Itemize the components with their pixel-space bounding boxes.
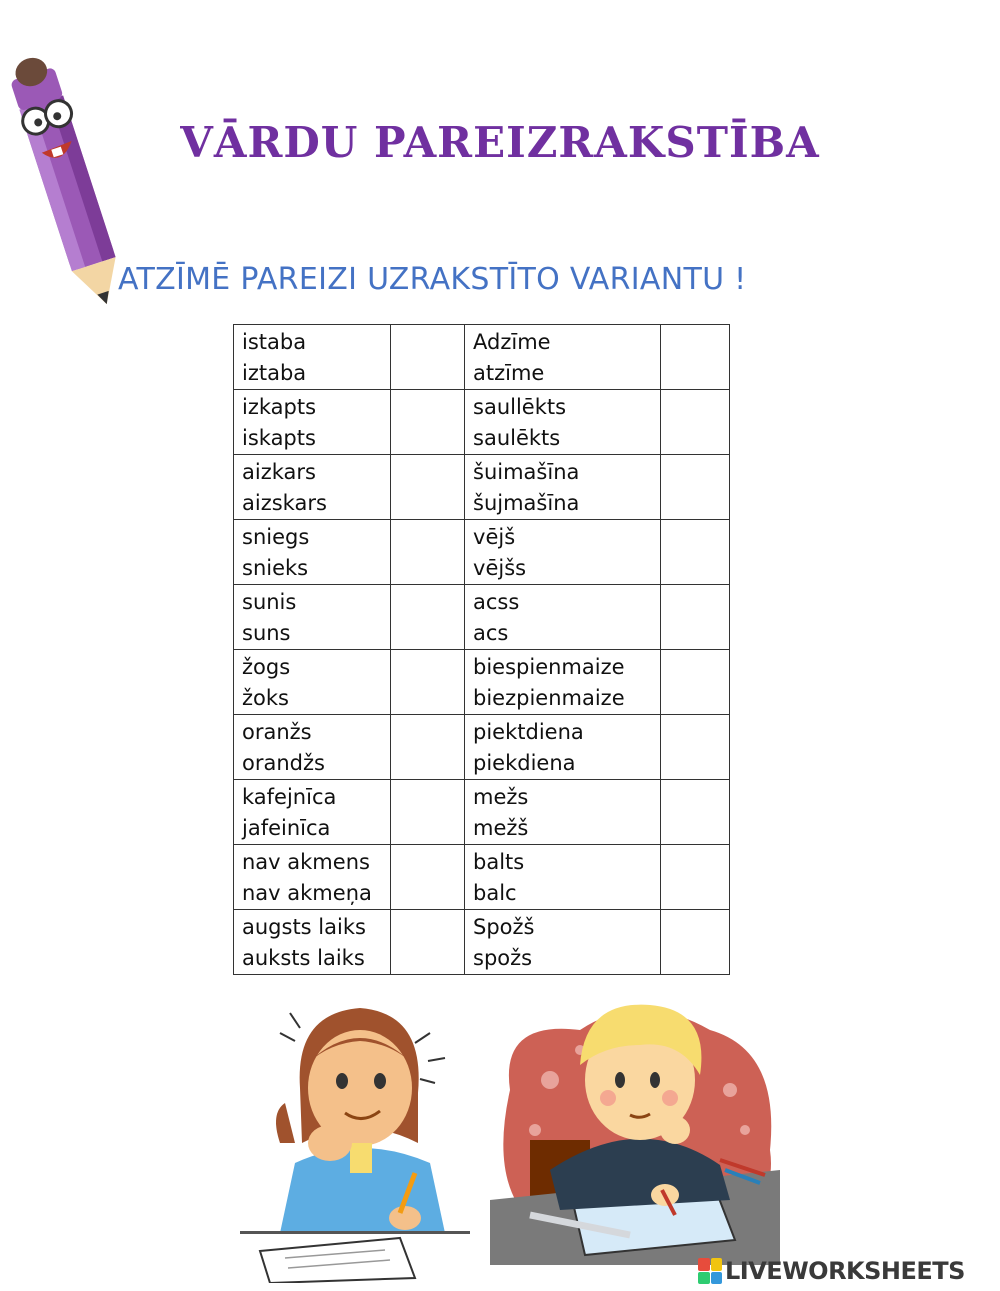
word-option: Adzīme	[473, 330, 551, 354]
word-option: balc	[473, 881, 517, 905]
word-option: biezpienmaize	[473, 686, 625, 710]
page-title	[0, 118, 1000, 167]
page-title-text: VĀRDU PAREIZRAKSTĪBA	[180, 118, 820, 167]
word-option: žoks	[242, 686, 289, 710]
answer-checkbox-cell[interactable]	[391, 325, 465, 390]
table-row	[234, 910, 730, 975]
table-row	[234, 585, 730, 650]
word-option: mežs	[473, 785, 529, 809]
word-option: aizskars	[242, 491, 327, 515]
word-option: piektdiena	[473, 720, 584, 744]
word-option-cell	[234, 520, 391, 585]
word-option-cell	[465, 325, 661, 390]
word-option: atzīme	[473, 361, 545, 385]
word-option: mežš	[473, 816, 529, 840]
table-row	[234, 845, 730, 910]
word-option-cell	[465, 390, 661, 455]
word-option: balts	[473, 850, 525, 874]
word-option-cell	[465, 455, 661, 520]
word-option: oranžs	[242, 720, 312, 744]
table-row	[234, 780, 730, 845]
word-option-cell	[465, 910, 661, 975]
word-option-cell	[465, 845, 661, 910]
word-option: augsts laiks	[242, 915, 366, 939]
brand-logo-icon	[698, 1258, 722, 1284]
word-option: suns	[242, 621, 291, 645]
word-option: spožs	[473, 946, 533, 970]
answer-checkbox-cell[interactable]	[660, 585, 729, 650]
answer-checkbox-cell[interactable]	[660, 390, 729, 455]
answer-checkbox-cell[interactable]	[391, 650, 465, 715]
answer-checkbox-cell[interactable]	[391, 845, 465, 910]
answer-checkbox-cell[interactable]	[391, 780, 465, 845]
answer-checkbox-cell[interactable]	[660, 910, 729, 975]
answer-checkbox-cell[interactable]	[660, 325, 729, 390]
thinking-boy-icon	[490, 990, 780, 1265]
word-option-cell	[234, 650, 391, 715]
instruction-text: ATZĪMĒ PAREIZI UZRAKSTĪTO VARIANTU !	[118, 262, 747, 297]
word-option-cell	[234, 585, 391, 650]
word-table	[233, 324, 730, 975]
answer-checkbox-cell[interactable]	[391, 520, 465, 585]
word-option-cell	[465, 715, 661, 780]
answer-checkbox-cell[interactable]	[391, 585, 465, 650]
brand-name: LIVEWORKSHEETS	[725, 1257, 965, 1285]
answer-checkbox-cell[interactable]	[660, 845, 729, 910]
liveworksheets-logo	[698, 1255, 965, 1287]
word-option: nav akmens	[242, 850, 370, 874]
answer-checkbox-cell[interactable]	[391, 910, 465, 975]
word-option: sunis	[242, 590, 297, 614]
word-option: šuimašīna	[473, 460, 580, 484]
answer-checkbox-cell[interactable]	[660, 715, 729, 780]
table-row	[234, 455, 730, 520]
word-option: biespienmaize	[473, 655, 625, 679]
word-option-cell	[234, 845, 391, 910]
word-option: šujmašīna	[473, 491, 580, 515]
word-option: vējš	[473, 525, 516, 549]
word-option: saulēkts	[473, 426, 561, 450]
word-option: iztaba	[242, 361, 307, 385]
table-row	[234, 715, 730, 780]
word-option-cell	[234, 455, 391, 520]
word-option: istaba	[242, 330, 307, 354]
word-option-cell	[234, 325, 391, 390]
table-row	[234, 325, 730, 390]
thinking-girl-icon	[240, 993, 470, 1283]
word-option-cell	[234, 715, 391, 780]
word-option: kafejnīca	[242, 785, 337, 809]
word-option: acs	[473, 621, 509, 645]
word-option: Spožš	[473, 915, 535, 939]
word-option: vējšs	[473, 556, 527, 580]
answer-checkbox-cell[interactable]	[660, 455, 729, 520]
word-option: orandžs	[242, 751, 325, 775]
answer-checkbox-cell[interactable]	[660, 780, 729, 845]
word-option: jafeinīca	[242, 816, 331, 840]
word-option-cell	[465, 780, 661, 845]
answer-checkbox-cell[interactable]	[391, 455, 465, 520]
word-option-cell	[234, 780, 391, 845]
table-row	[234, 650, 730, 715]
word-option-cell	[465, 520, 661, 585]
answer-checkbox-cell[interactable]	[391, 715, 465, 780]
word-option: sniegs	[242, 525, 310, 549]
word-option: izkapts	[242, 395, 317, 419]
word-option: nav akmeņa	[242, 881, 372, 905]
answer-checkbox-cell[interactable]	[660, 650, 729, 715]
answer-checkbox-cell[interactable]	[391, 390, 465, 455]
word-option: saullēkts	[473, 395, 567, 419]
word-option: piekdiena	[473, 751, 576, 775]
word-option: snieks	[242, 556, 309, 580]
answer-checkbox-cell[interactable]	[660, 520, 729, 585]
table-row	[234, 390, 730, 455]
word-option-cell	[465, 650, 661, 715]
word-option-cell	[234, 390, 391, 455]
word-option: iskapts	[242, 426, 316, 450]
word-option: žogs	[242, 655, 291, 679]
word-option: auksts laiks	[242, 946, 365, 970]
table-row	[234, 520, 730, 585]
word-option-cell	[465, 585, 661, 650]
word-option: aizkars	[242, 460, 316, 484]
word-option-cell	[234, 910, 391, 975]
word-option: acss	[473, 590, 520, 614]
pencil-mascot-icon	[0, 40, 120, 305]
